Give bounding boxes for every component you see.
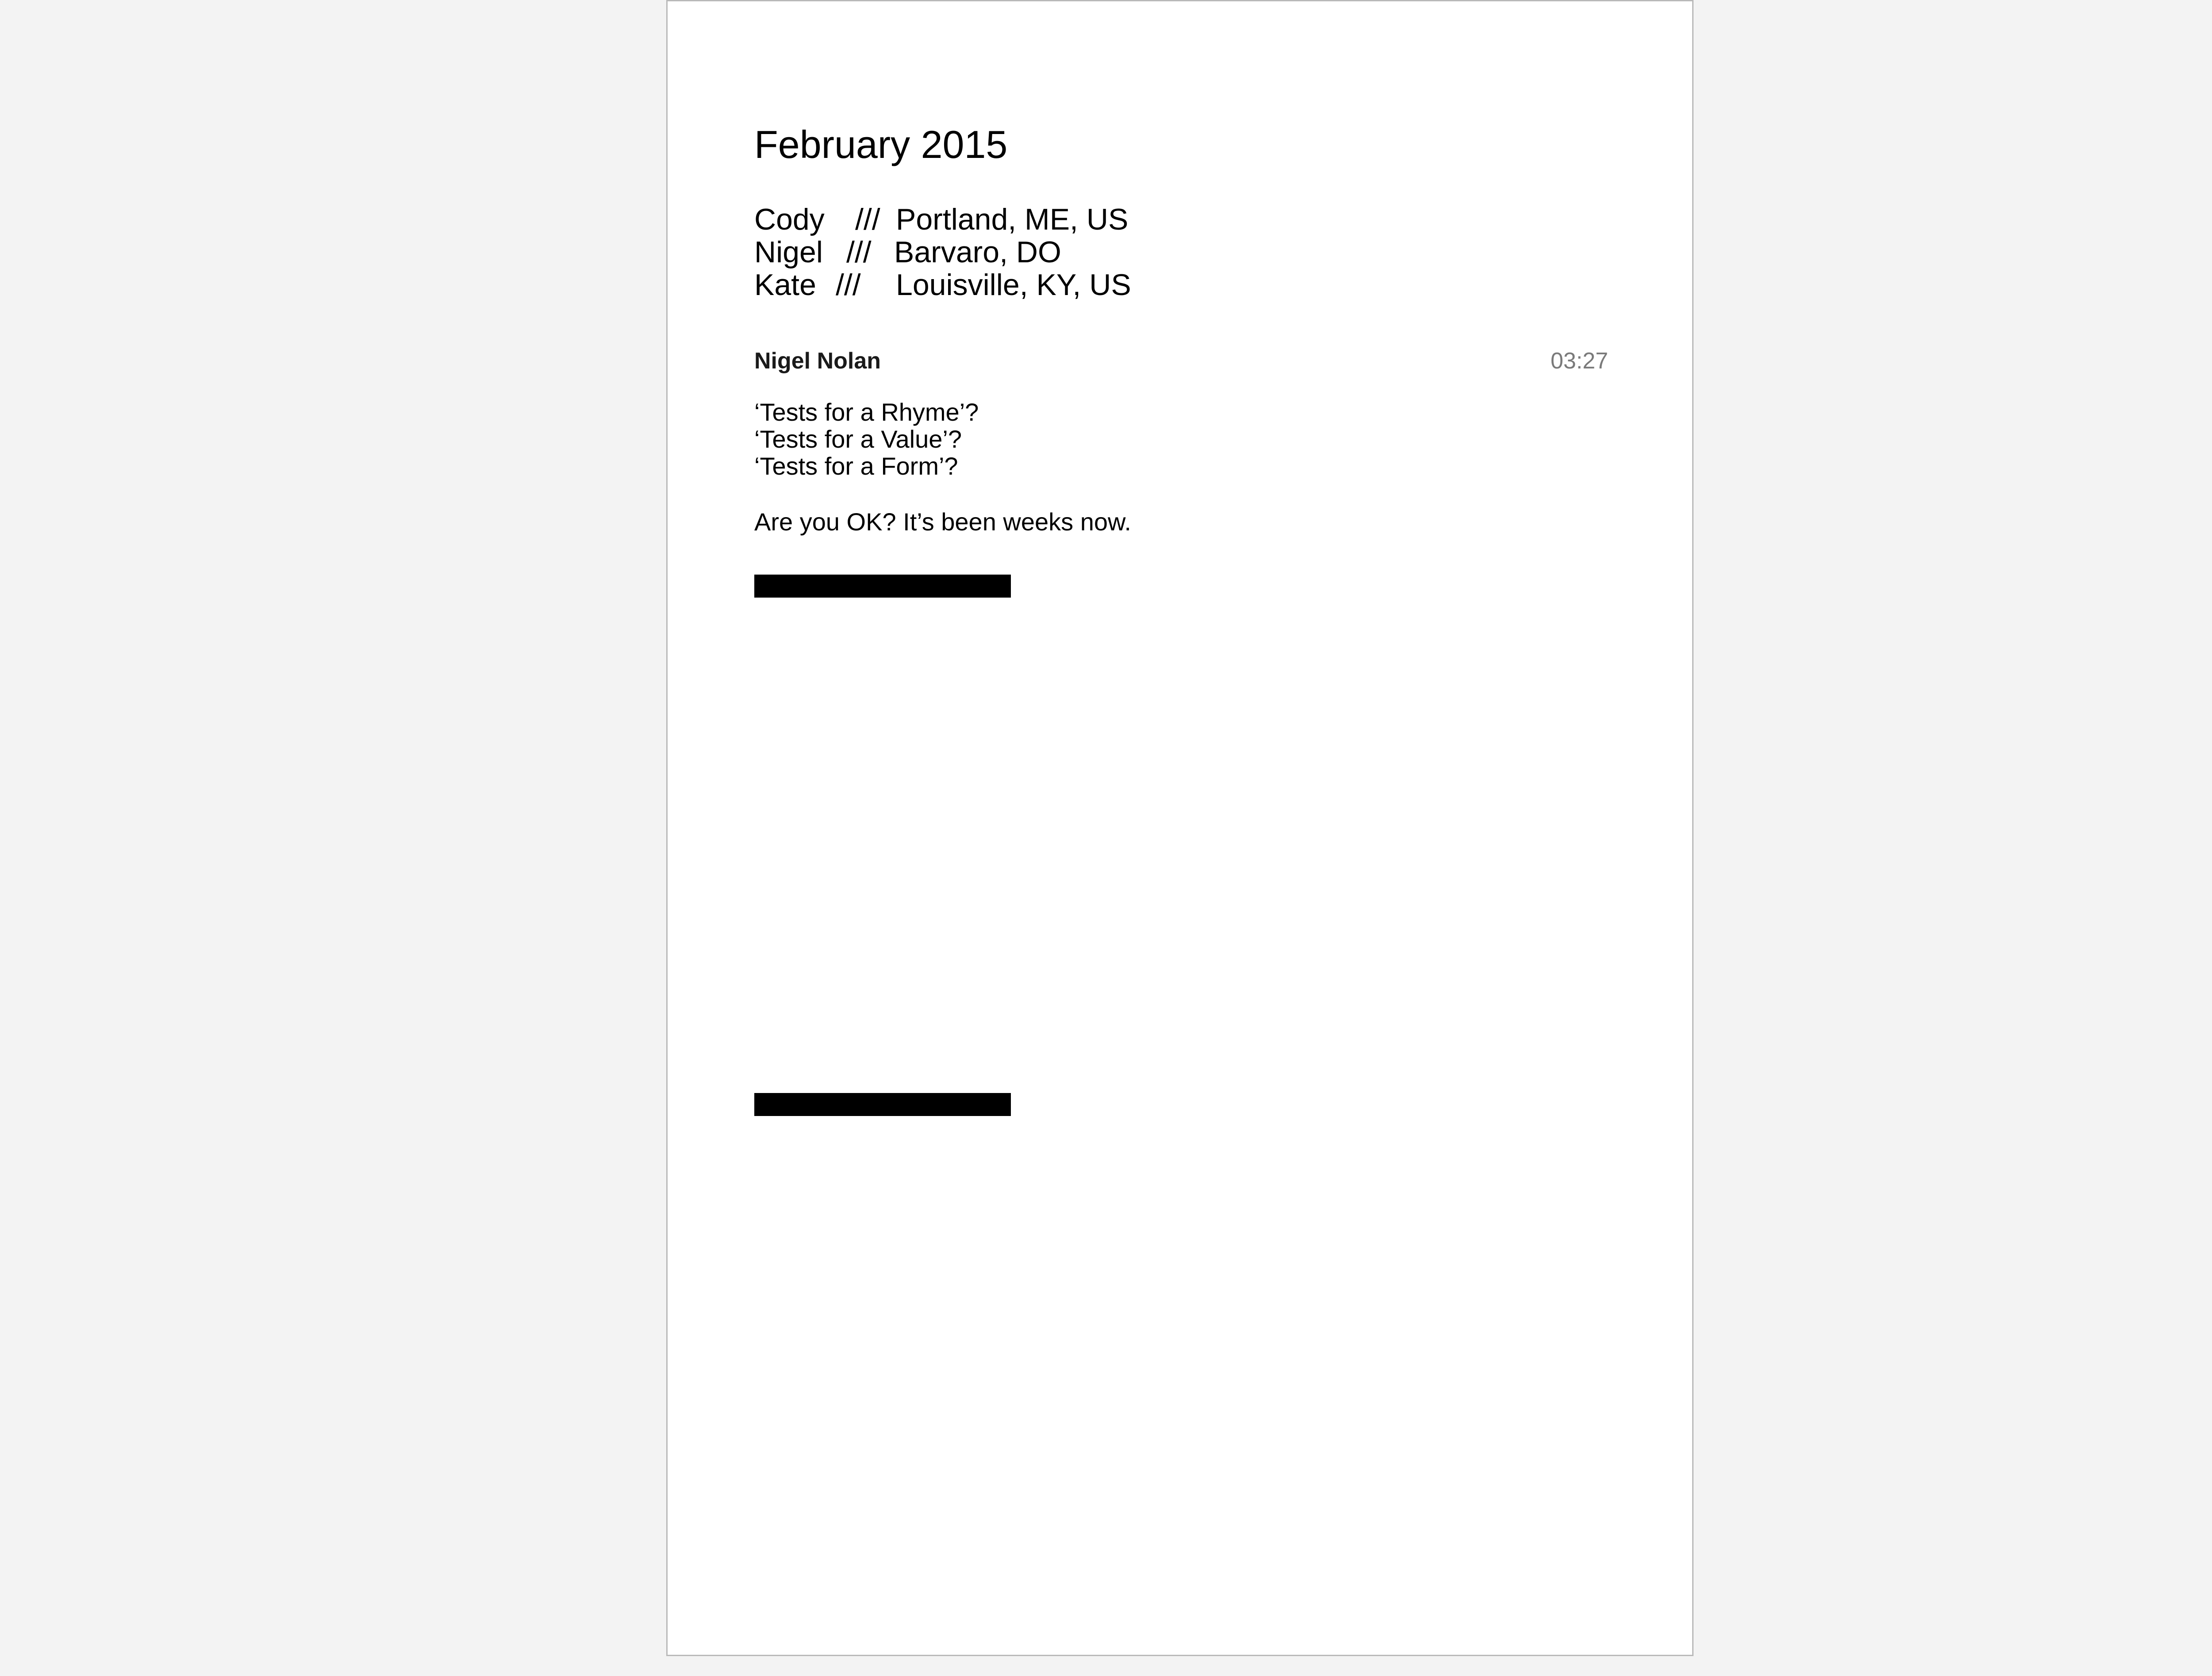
- participant-name: Cody: [754, 203, 825, 236]
- message-body: [754, 399, 979, 479]
- message-sender: Nigel Nolan: [754, 348, 881, 374]
- participant-location: Louisville, KY, US: [896, 268, 1131, 302]
- message-header: [754, 346, 1608, 376]
- redaction-bar: [754, 1093, 1011, 1116]
- redaction-bar: [754, 575, 1011, 598]
- message-line: ‘Tests for a Value’?: [754, 425, 962, 453]
- participant-separator: ///: [836, 268, 861, 302]
- document-page: [666, 0, 1694, 1656]
- participant-location: Barvaro, DO: [894, 235, 1061, 269]
- participant-location: Portland, ME, US: [896, 203, 1129, 236]
- participant-separator: ///: [855, 203, 880, 236]
- message-line: ‘Tests for a Form’?: [754, 452, 958, 480]
- message-followup: Are you OK? It’s been weeks now.: [754, 508, 1131, 536]
- participant-name: Kate: [754, 268, 816, 302]
- message-timestamp: 03:27: [1550, 348, 1608, 374]
- document-title: February 2015: [754, 123, 1008, 166]
- message-line: ‘Tests for a Rhyme’?: [754, 398, 979, 426]
- participant-separator: ///: [846, 235, 872, 269]
- participant-name: Nigel: [754, 235, 823, 269]
